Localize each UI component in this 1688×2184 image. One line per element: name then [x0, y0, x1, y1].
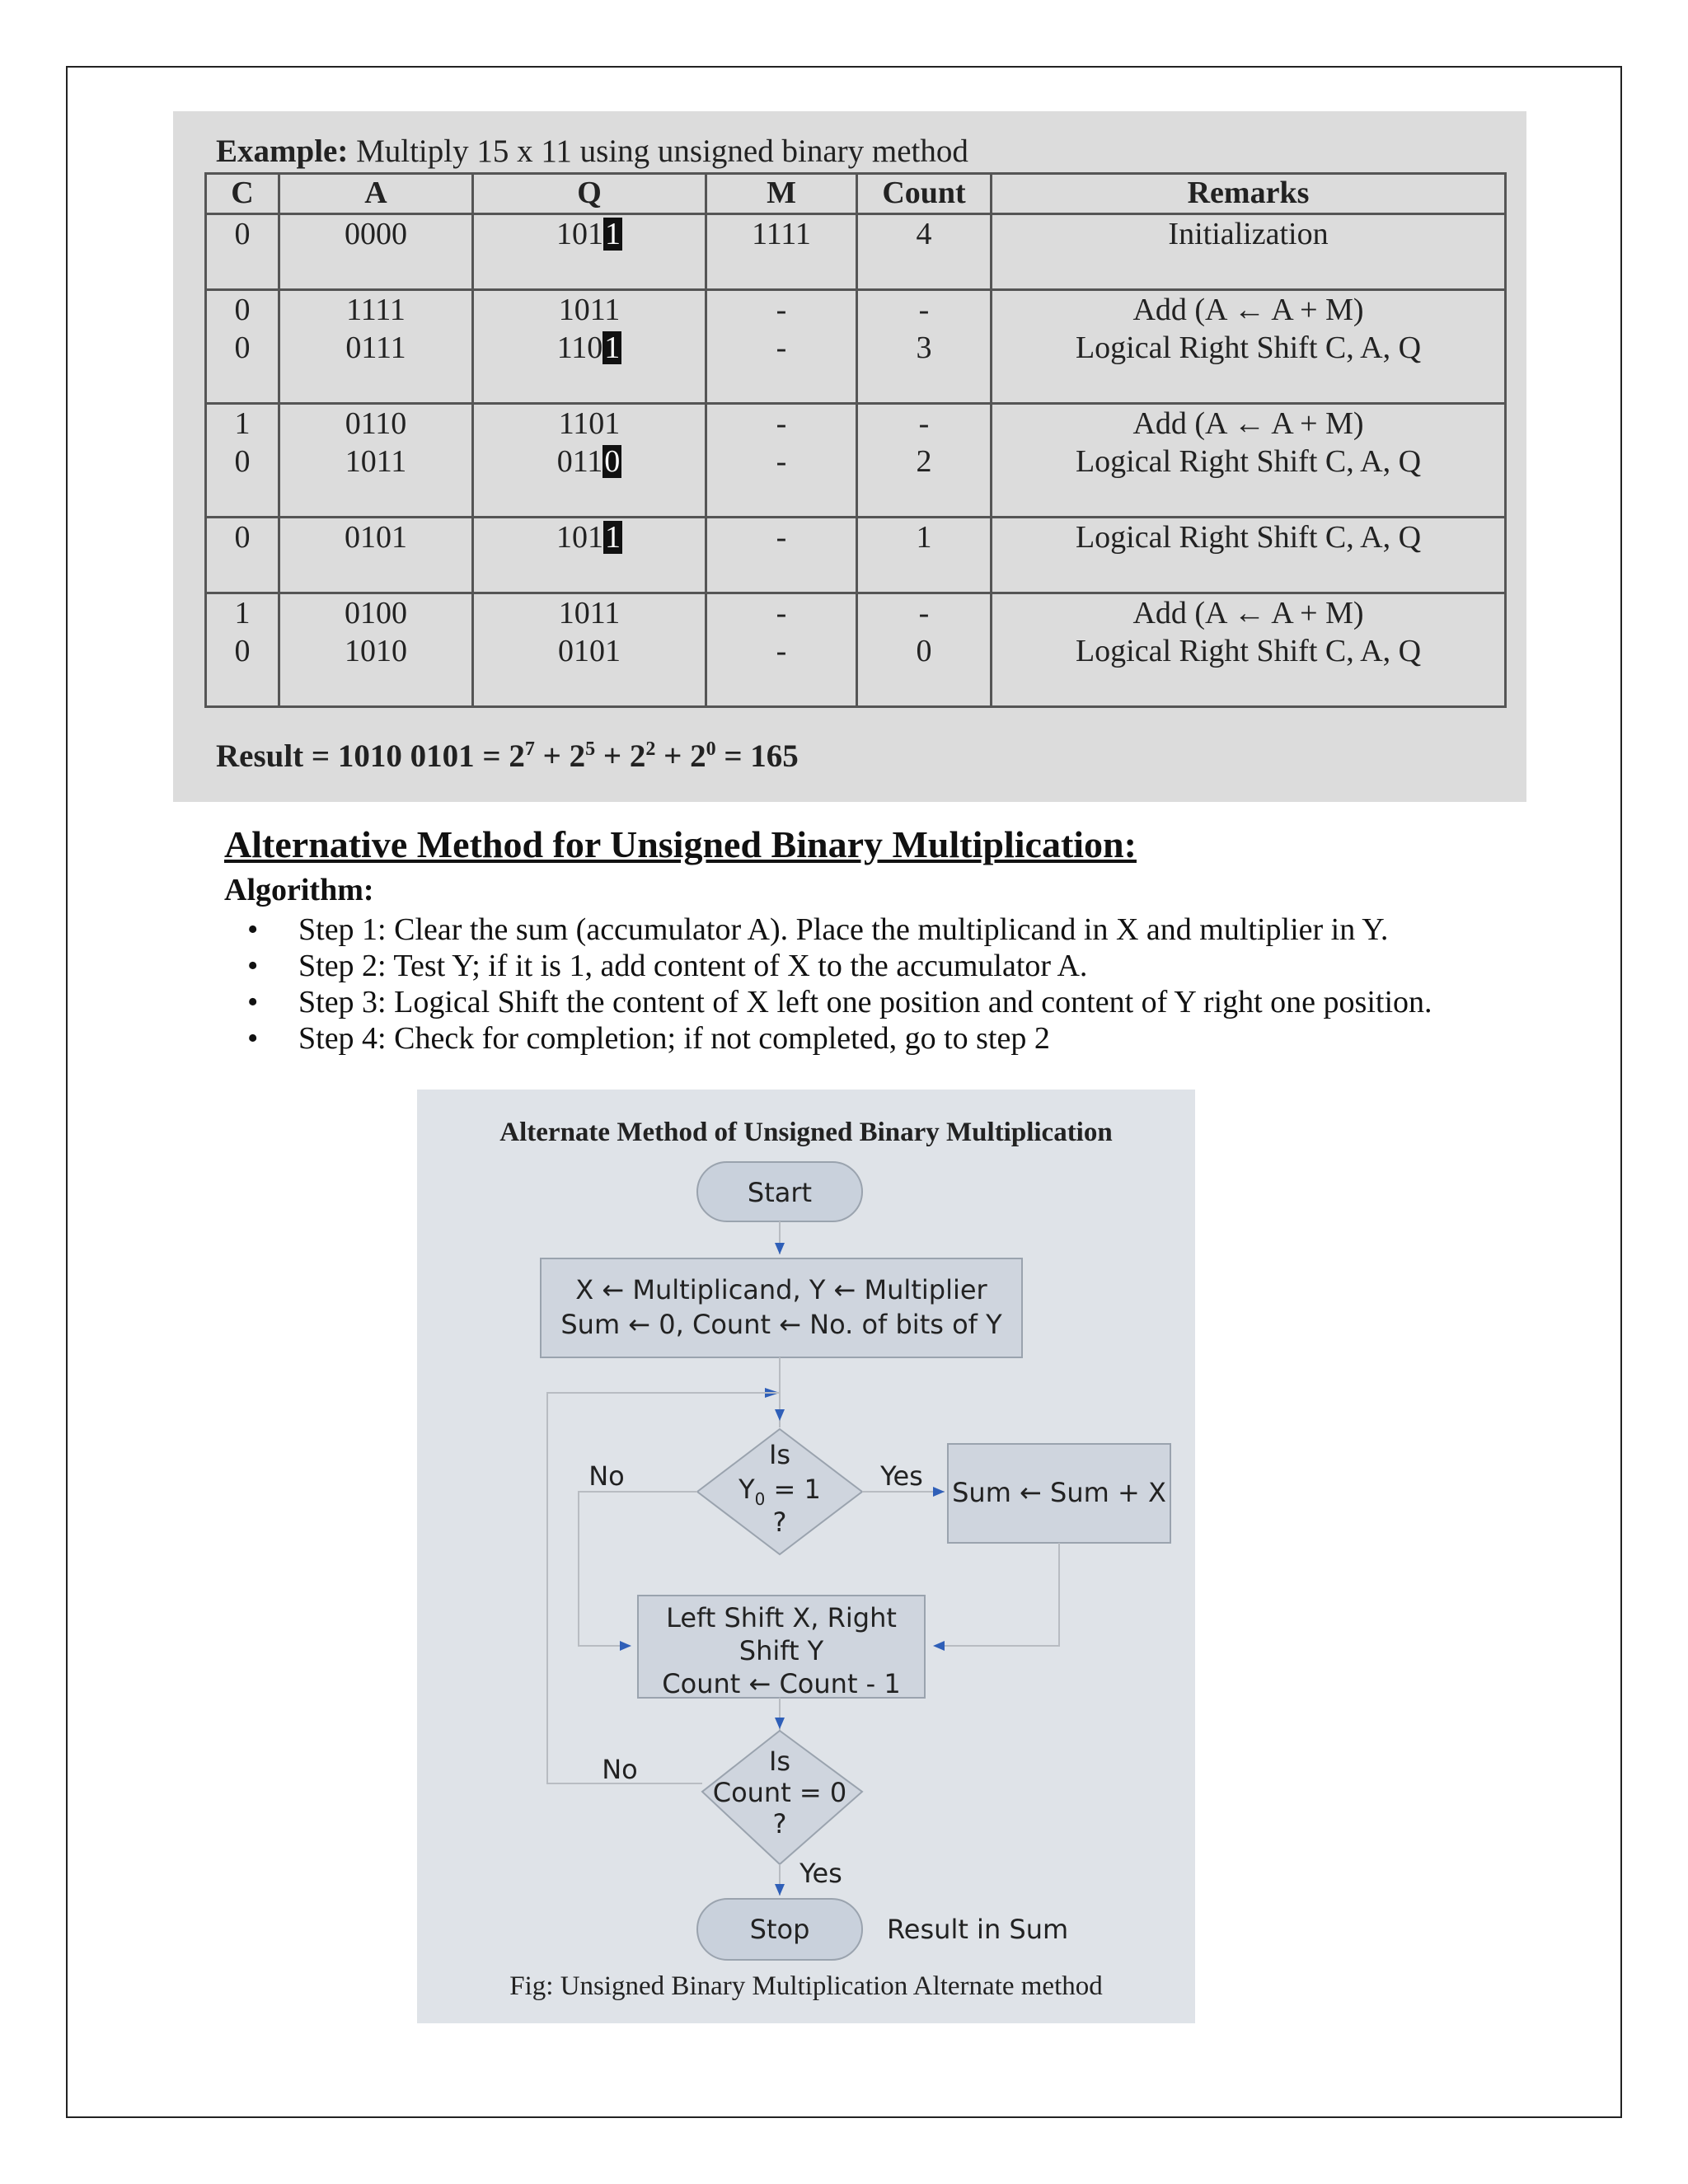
- highlighted-bit: 0: [604, 444, 621, 479]
- cell-remarks: Add (A ← A + M) Logical Right Shift C, A, Q: [992, 404, 1506, 518]
- bullet-icon: •: [247, 912, 259, 947]
- cell-m: - -: [706, 404, 857, 518]
- decision2-line-1: Is: [768, 1746, 791, 1777]
- start-label: Start: [747, 1177, 813, 1208]
- init-line-1: X ← Multiplicand, Y ← Multiplier: [575, 1274, 987, 1305]
- cell-a: 1111 0111: [279, 290, 473, 404]
- cell-remarks: Logical Right Shift C, A, Q: [992, 518, 1506, 593]
- cell-a: 0000: [279, 214, 473, 290]
- arrow-right-icon: [933, 1487, 945, 1497]
- column-header-c: C: [206, 174, 279, 214]
- cell-q: 1011 0101: [473, 593, 706, 707]
- arrow-down-icon: [775, 1884, 785, 1896]
- yes-label: Yes: [880, 1460, 923, 1492]
- arrow-left-icon: [933, 1641, 945, 1651]
- highlighted-bit: 1: [604, 330, 621, 365]
- arrow-right-icon: [620, 1641, 631, 1651]
- cell-a: 0100 1010: [279, 593, 473, 707]
- flowchart-figure: [417, 1090, 1195, 2023]
- table-row: [206, 290, 1506, 404]
- arrow-down-icon: [775, 1243, 785, 1254]
- algorithm-steps: [247, 912, 1432, 1057]
- arrow-down-icon: [775, 1718, 785, 1729]
- arrow-down-icon: [775, 1409, 785, 1421]
- bullet-icon: •: [247, 949, 259, 983]
- column-header-m: M: [706, 174, 857, 214]
- section-heading: Alternative Method for Unsigned Binary Multiplication:: [224, 823, 1137, 865]
- no-label: No: [588, 1460, 625, 1492]
- multiplication-steps-table: [204, 172, 1507, 708]
- bullet-icon: •: [247, 1021, 259, 1056]
- cell-remarks: Initialization: [992, 214, 1506, 290]
- cell-remarks: Add (A ← A + M) Logical Right Shift C, A, Q: [992, 593, 1506, 707]
- column-header-q: Q: [473, 174, 706, 214]
- example-figure: [173, 111, 1526, 802]
- cell-remarks: Add (A ← A + M) Logical Right Shift C, A, Q: [992, 290, 1506, 404]
- table-row: [206, 593, 1506, 707]
- sum-box-label: Sum ← Sum + X: [952, 1477, 1166, 1508]
- cell-m: 1111: [706, 214, 857, 290]
- cell-m: - -: [706, 290, 857, 404]
- decision1-line-3: ?: [772, 1507, 787, 1538]
- figure-caption: Fig: Unsigned Binary Multiplication Alternate method: [509, 1971, 1103, 2001]
- result-equation: Result = 1010 $0101 = 2^7 + 2^5 + 2^2 + 2^0 = 165$: [216, 738, 799, 774]
- example-title: Example: Multiply 15 x 11 using unsigned binary method: [216, 134, 968, 169]
- list-item: • Step 2: Test Y; if it is 1, add content of X to the accumulator A.: [247, 949, 1088, 983]
- decision2-line-2: Count = 0: [712, 1777, 847, 1808]
- column-header-a: A: [279, 174, 473, 214]
- init-line-2: Sum ← 0, Count ← No. of bits of Y: [560, 1309, 1002, 1340]
- cell-count: - 2: [857, 404, 992, 518]
- connector: [935, 1543, 1059, 1646]
- column-header-remarks: Remarks: [992, 174, 1506, 214]
- shift-line-2: Shift Y: [738, 1635, 824, 1666]
- cell-q: 1011 1101: [473, 290, 706, 404]
- cell-count: 1: [857, 518, 992, 593]
- cell-c: 0: [206, 518, 279, 593]
- shift-line-3: Count ← Count - 1: [662, 1668, 901, 1699]
- shift-line-1: Left Shift X, Right: [666, 1602, 897, 1633]
- cell-count: 4: [857, 214, 992, 290]
- decision2-line-3: ?: [772, 1808, 787, 1840]
- bullet-icon: •: [247, 985, 259, 1019]
- highlighted-bit: 1: [605, 217, 621, 251]
- cell-c: 0: [206, 214, 279, 290]
- table-row: [206, 518, 1506, 593]
- highlighted-bit: 1: [605, 520, 621, 555]
- stop-label: Stop: [749, 1914, 810, 1945]
- loop-back-connector: [547, 1393, 780, 1783]
- cell-q: 1011: [473, 214, 706, 290]
- flowchart-title: Alternate Method of Unsigned Binary Multiplication: [499, 1118, 1113, 1147]
- table-row: [206, 214, 1506, 290]
- no-label: No: [602, 1754, 638, 1785]
- init-process-box: [541, 1258, 1022, 1357]
- cell-q: 1101 0110: [473, 404, 706, 518]
- algorithm-label: Algorithm:: [224, 873, 374, 907]
- cell-c: 0 0: [206, 290, 279, 404]
- cell-c: 1 0: [206, 593, 279, 707]
- cell-q: 1011: [473, 518, 706, 593]
- result-note: Result in Sum: [887, 1914, 1069, 1945]
- list-item: • Step 1: Clear the sum (accumulator A). Place the multiplicand in X and multiplier in Y.: [247, 912, 1389, 947]
- list-item: • Step 3: Logical Shift the content of X left one position and content of Y right one position.: [247, 985, 1432, 1019]
- cell-m: - -: [706, 593, 857, 707]
- cell-a: 0110 1011: [279, 404, 473, 518]
- yes-label: Yes: [799, 1858, 842, 1889]
- cell-m: -: [706, 518, 857, 593]
- decision1-line-2: $Y_0 = 1$: [738, 1474, 821, 1509]
- decision1-line-1: Is: [768, 1439, 791, 1470]
- column-header-count: Count: [857, 174, 992, 214]
- table-row: [206, 404, 1506, 518]
- list-item: • Step 4: Check for completion; if not completed, go to step 2: [247, 1021, 1050, 1056]
- flowchart-svg: [417, 1090, 1195, 2023]
- cell-count: - 0: [857, 593, 992, 707]
- cell-a: 0101: [279, 518, 473, 593]
- cell-count: - 3: [857, 290, 992, 404]
- cell-c: 1 0: [206, 404, 279, 518]
- table-header-row: [206, 174, 1506, 214]
